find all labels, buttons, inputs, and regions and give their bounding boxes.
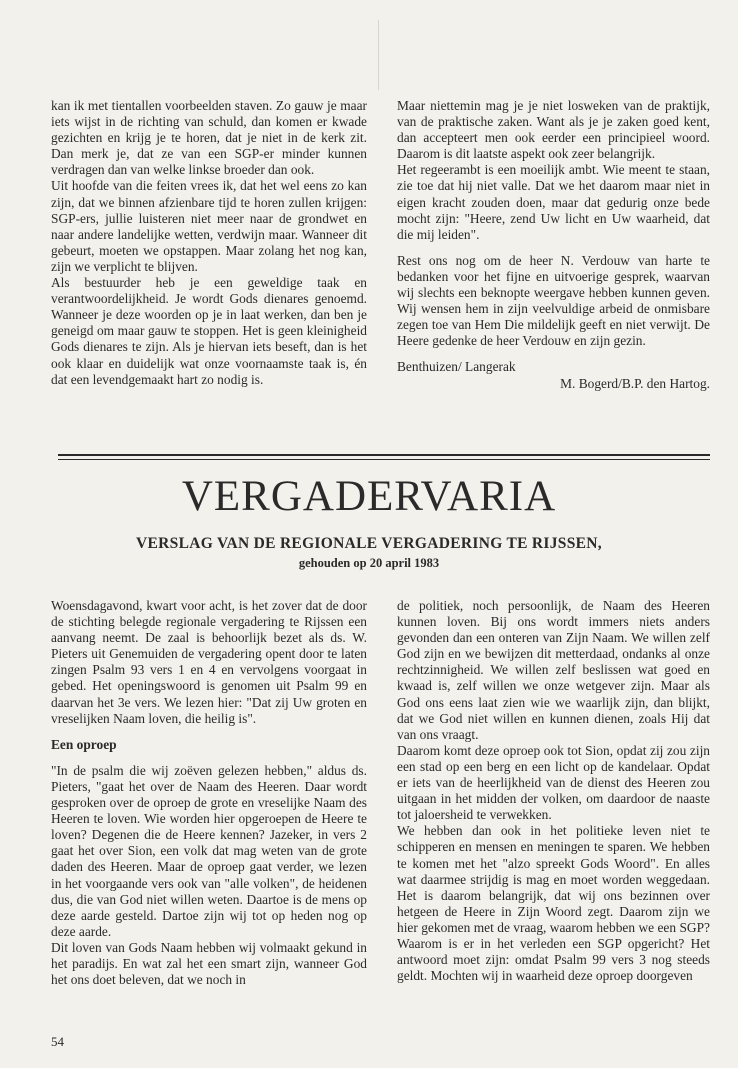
paragraph-gap <box>51 753 367 763</box>
paragraph: Als bestuurder heb je een geweldige taak en verantwoordelijkheid. Je wordt Gods dienares genoemd. Wanneer je deze woorden op je in laat werken, dan ben je geneigd om maar gauw te stoppen. Het is geen kleinigheid Gods dienares te zijn. Als je hiervan iets beseft, dan is het ook klaar en duidelijk wat onze voornaamste taak is, én dat een levendgemaakt hart zo nodig is. <box>51 275 367 387</box>
paragraph: Het regeerambt is een moeilijk ambt. Wie meent te staan, zie toe dat hij niet valle. Dat we het daarom maar niet in eigen kracht zouden doen, maar dat gedurig onze bede mocht zijn: "Heere, zend Uw licht en Uw waarheid, dat die mij leiden". <box>397 162 710 242</box>
paragraph-gap <box>51 727 367 737</box>
section-divider-thin <box>58 459 710 460</box>
paragraph-gap <box>397 349 710 359</box>
subheading: Een oproep <box>51 736 117 752</box>
paragraph: Maar niettemin mag je je niet losweken van de praktijk, van de praktische zaken. Want als je je zaken goed kent, dan accepteert men ook eerder een principieel woord. Daarom is dit laatste aspekt ook zeer belangrijk. <box>397 98 710 162</box>
paragraph: Daarom komt deze oproep ook tot Sion, opdat zij zou zijn een stad op een berg en een licht op de kandelaar. Opdat er iets van de heerlijkheid van de dienst des Heeren zou uitgaan in het midden der volken, om daardoor de naaste tot jaloersheid te verwekken. <box>397 742 710 823</box>
signature-place: Benthuizen/ Langerak <box>397 359 516 375</box>
paragraph: de politiek, noch persoonlijk, de Naam des Heeren kunnen loven. Bij ons wordt immers niets anders gevonden dan een onteren van Zijn Naam. We willen zelf God zijn en we bewijzen dit metterdaad, ondanks al onze rechtzinnigheid. We willen zelf beslissen wat goed en kwaad is, zelf willen we onze wetgever zijn. Maar als God ons eens laat zien wie we waarlijk zijn, dan blijkt, dat we God niet willen en kunnen dienen, zoals Hij dat van ons vraagt. <box>397 598 710 742</box>
bottom-left-column <box>51 598 367 988</box>
paragraph: Uit hoofde van die feiten vrees ik, dat het wel eens zo kan zijn, dat we binnen afzienbare tijd te horen zullen krijgen: SGP-ers, jullie luisteren niet meer naar de grondwet en naar andere landelijke wetten, verdwijn maar. Wanneer dit gebeurt, moeten we opstappen. Maar zolang het nog kan, zijn we verplicht te blijven. <box>51 178 367 274</box>
paragraph: kan ik met tientallen voorbeelden staven. Zo gauw je maar iets wijst in de richting van schuld, dan komen er kwade gezichten en krijg je te horen, dat je niet in de kerk zit. Dan merk je, dat ze van een SGP-er minder kunnen verdragen dan van welke linkse broeder dan ook. <box>51 98 367 178</box>
section-title: VERGADERVARIA <box>181 473 557 520</box>
paragraph: "In de psalm die wij zoëven gelezen hebben," aldus ds. Pieters, "gaat het over de Naam des Heeren. Daar wordt gesproken over de oproep de grote en vreselijke Naam des Heeren te loven. Wie worden hier opgeroepen de Heere te loven? Degenen die de Heere kennen? Jazeker, in vers 2 gaat het over Sion, een volk dat mag weten van de grote daden des Heeren. Maar de oproep gaat verder, we lezen in het voorgaande vers ook van "alle volken", de heidenen dus, die van God niet willen weten. Daartoe is de mens op deze aarde gesteld. Dartoe zijn wij tot op heden nog op deze aarde. <box>51 762 367 939</box>
page-number: 54 <box>51 1034 64 1049</box>
paragraph-gap <box>397 243 710 253</box>
signature-authors: M. Bogerd/B.P. den Hartog. <box>560 375 710 391</box>
top-right-column <box>397 98 710 392</box>
bottom-right-column <box>397 598 710 984</box>
paragraph: Rest ons nog om de heer N. Verdouw van harte te bedanken voor het fijne en uitvoerige gesprek, waarvan wij slechts een beknopte weergave hebben kunnen geven. Wij wensen hem in zijn veelvuldige arbeid de onmisbare zegen toe van Hem Die mildelijk geeft en niet verwijt. De Heere gedenke de heer Verdouw en zijn gezin. <box>397 252 710 349</box>
intro-paragraph: Woensdagavond, kwart voor acht, is het zover dat de door de stichting belegde regionale vergadering te Rijssen een aanvang neemt. De zaal is behoorlijk bezet als ds. W. Pieters uit Genemuiden de vergadering opent door te laten zingen Psalm 93 vers 1 en 4 en vervolgens voorgaat in gebed. Het openingswoord is genomen uit Psalm 99 en daarvan het 3e vers. We lezen hier: "Dat zij Uw groten en vreselijken Naam loven, die heilig is". <box>51 598 367 726</box>
paragraph: We hebben dan ook in het politieke leven niet te schipperen en mensen en meningen te sparen. We hebben te komen met het "alzo spreekt Gods Woord". En alles wat daarmee strijdig is mag en moet worden weggedaan. Het is daarom belangrijk, dat wij ons bezinnen over hetgeen de Heere in Zijn Woord zegt. Daarom zijn we hier gekomen met de vraag, waarom hebben we een SGP? Waarom is er in het verleden een SGP opgericht? Het antwoord moet zijn: omdat Psalm 99 vers 3 nog steeds geldt. Mochten wij in waarheid deze oproep doorgeven <box>397 823 710 984</box>
top-left-column <box>51 98 367 388</box>
paragraph: Dit loven van Gods Naam hebben wij volmaakt gekund in het paradijs. En wat zal het een smart zijn, wanneer God het ons doet beleven, dat we noch in <box>51 939 367 988</box>
article-title: VERSLAG VAN DE REGIONALE VERGADERING TE RIJSSEN, <box>136 535 602 552</box>
faint-column-line <box>378 20 379 90</box>
article-subtitle: gehouden op 20 april 1983 <box>298 556 440 570</box>
section-divider-thick <box>58 454 710 456</box>
